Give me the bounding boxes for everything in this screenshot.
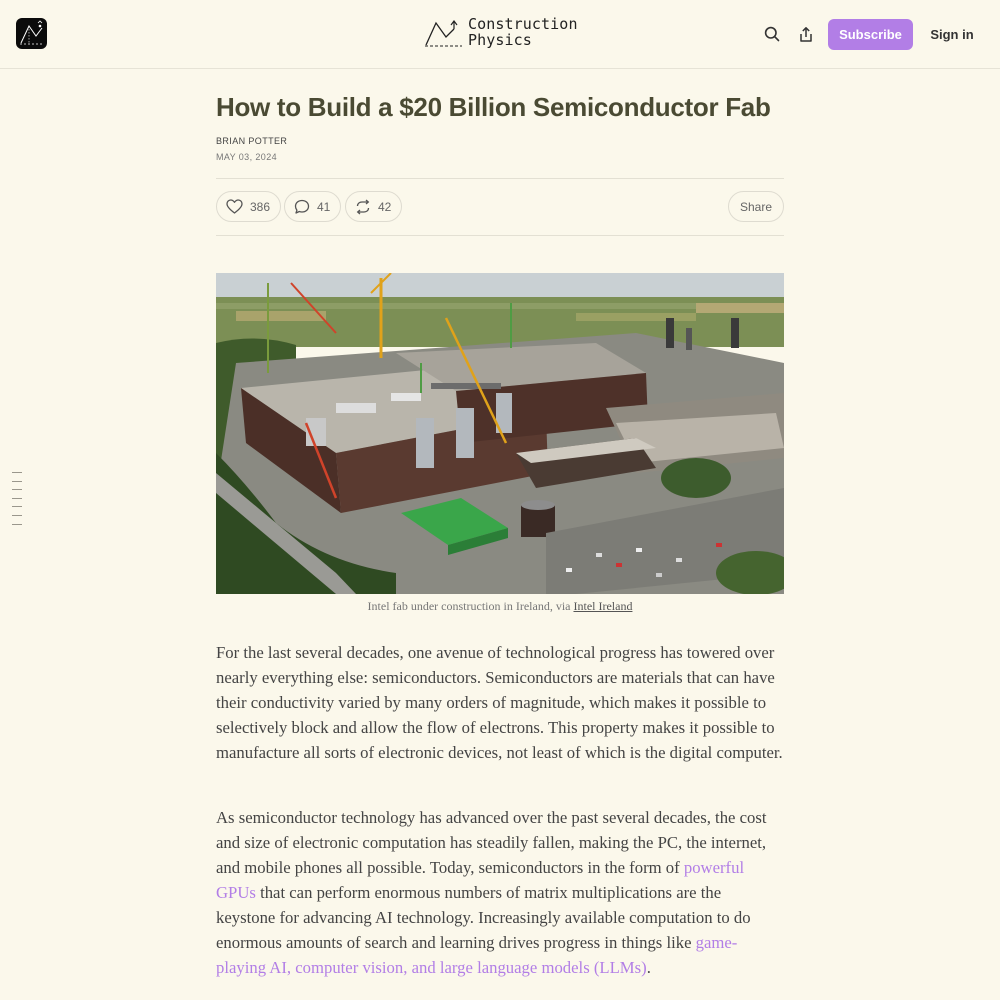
subscribe-button[interactable]: Subscribe bbox=[828, 19, 913, 50]
post-date: MAY 03, 2024 bbox=[216, 152, 278, 162]
brand-mountain-icon bbox=[424, 15, 464, 49]
fab-construction-illustration bbox=[216, 273, 784, 594]
body-paragraph-1: For the last several decades, one avenue of technological progress has towered over nearly everything else: semiconductors. Semiconductors are materials that can have their conductivity varied by many orders of magnitude, which makes it possible to selectively block and allow the flow of electrons. This property makes it possible to manufacture all sorts of electronic devices, not least of which is the digital computer. bbox=[216, 643, 783, 762]
post-author[interactable]: BRIAN POTTER bbox=[216, 136, 288, 146]
comment-count: 41 bbox=[317, 199, 331, 214]
powerful-gpus-link[interactable]: powerful GPUs bbox=[216, 858, 745, 902]
brand-line-1: Construction bbox=[468, 15, 578, 33]
ai-applications-link[interactable]: game-playing AI, computer vision, and large language models (LLMs) bbox=[216, 933, 738, 977]
brand-wordmark[interactable] bbox=[424, 14, 578, 50]
toc-section-marker[interactable] bbox=[12, 506, 22, 507]
comment-button[interactable] bbox=[284, 191, 341, 222]
comment-icon bbox=[294, 199, 310, 215]
restack-icon bbox=[355, 199, 371, 215]
restack-button[interactable] bbox=[345, 191, 402, 222]
toc-section-marker[interactable] bbox=[12, 472, 22, 473]
caption-link[interactable]: Intel Ireland bbox=[573, 599, 633, 613]
divider bbox=[216, 178, 784, 179]
caption-text: Intel fab under construction in Ireland, via bbox=[367, 599, 574, 613]
like-count: 386 bbox=[250, 199, 271, 214]
hero-image[interactable] bbox=[216, 273, 784, 594]
post-title: How to Build a $20 Billion Semiconductor Fab bbox=[216, 92, 771, 122]
body-paragraph-2 bbox=[216, 805, 784, 980]
toc-section-marker[interactable] bbox=[12, 524, 22, 525]
toc-section-marker[interactable] bbox=[12, 489, 22, 490]
publication-logo[interactable] bbox=[16, 18, 47, 49]
signin-button[interactable]: Sign in bbox=[928, 19, 976, 50]
brand-line-2: Physics bbox=[468, 31, 532, 49]
toc-section-marker[interactable] bbox=[12, 515, 22, 516]
toc-section-marker[interactable] bbox=[12, 481, 22, 482]
table-of-contents-outline bbox=[12, 472, 24, 532]
like-button[interactable] bbox=[216, 191, 281, 222]
share-button-header[interactable] bbox=[794, 22, 818, 46]
toc-section-marker[interactable] bbox=[12, 498, 22, 499]
search-icon bbox=[764, 26, 780, 42]
paragraph-text: . bbox=[646, 958, 651, 977]
paragraph-text: As semiconductor technology has advanced over the past several decades, the cost and size of electronic computation has steadily fallen, making the PC, the internet, and mobile phones all possible. Today, semiconductors in the form of bbox=[216, 808, 767, 877]
share-icon bbox=[798, 26, 814, 43]
restack-count: 42 bbox=[378, 199, 392, 214]
search-button[interactable] bbox=[760, 22, 784, 46]
logo-icon bbox=[16, 18, 47, 49]
site-header bbox=[0, 0, 1000, 69]
heart-icon bbox=[226, 199, 243, 214]
image-caption bbox=[216, 599, 784, 614]
divider bbox=[216, 235, 784, 236]
brand-name bbox=[468, 16, 578, 48]
share-button[interactable]: Share bbox=[728, 191, 784, 222]
paragraph-text: that can perform enormous numbers of matrix multiplications are the keystone for advancing AI technology. Increasingly available computation to do enormous amounts of search and learning drives progress in things like bbox=[216, 883, 751, 952]
